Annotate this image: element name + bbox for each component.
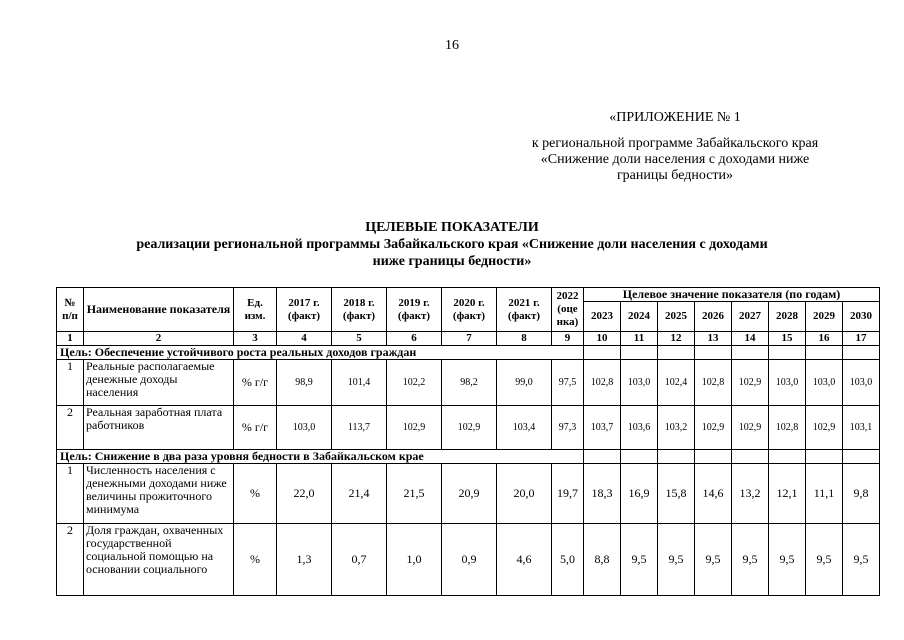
value-cell: 9,5 <box>843 524 880 596</box>
document-title-line-1: ЦЕЛЕВЫЕ ПОКАЗАТЕЛИ <box>365 220 539 235</box>
value-cell: 1,3 <box>277 524 332 596</box>
value-cell: 9,8 <box>843 464 880 524</box>
value-cell: 102,9 <box>442 406 497 450</box>
column-number: 10 <box>584 332 621 346</box>
column-number: 4 <box>277 332 332 346</box>
value-cell: 102,8 <box>695 360 732 406</box>
value-cell: 102,9 <box>806 406 843 450</box>
value-cell: 103,0 <box>277 406 332 450</box>
value-cell: 103,2 <box>658 406 695 450</box>
value-cell: 97,5 <box>552 360 584 406</box>
value-cell: 9,5 <box>695 524 732 596</box>
value-cell: 103,4 <box>497 406 552 450</box>
column-number: 3 <box>234 332 277 346</box>
indicator-name: Реальные располагаемые денежные доходы населения <box>84 360 234 406</box>
value-cell: 102,9 <box>732 360 769 406</box>
goal-row <box>57 346 880 360</box>
value-cell: 1,0 <box>387 524 442 596</box>
column-number: 1 <box>57 332 84 346</box>
indicator-unit: % г/г <box>234 360 277 406</box>
header-2017: 2017 г. (факт) <box>277 288 332 332</box>
header-name: Наименование показателя <box>84 288 234 332</box>
header-year: 2023 <box>584 302 621 332</box>
appendix-line-2: «Снижение доли населения с доходами ниже <box>540 152 810 167</box>
value-cell: 21,5 <box>387 464 442 524</box>
value-cell: 12,1 <box>769 464 806 524</box>
value-cell: 16,9 <box>621 464 658 524</box>
column-number: 5 <box>332 332 387 346</box>
value-cell: 4,6 <box>497 524 552 596</box>
document-title-line-2: реализации региональной программы Забайкальского края «Снижение доли населения с доходами <box>136 237 768 252</box>
value-cell: 102,8 <box>584 360 621 406</box>
table-row <box>57 406 880 450</box>
indicator-name: Численность населения с денежными доходами ниже величины прожиточного минимума <box>84 464 234 524</box>
header-year: 2026 <box>695 302 732 332</box>
header-2022: 2022 (оце нка) <box>552 288 584 332</box>
indicators-table <box>56 287 880 596</box>
value-cell: 103,1 <box>843 406 880 450</box>
value-cell: 113,7 <box>332 406 387 450</box>
value-cell: 103,0 <box>806 360 843 406</box>
column-number: 14 <box>732 332 769 346</box>
value-cell: 9,5 <box>658 524 695 596</box>
row-number: 2 <box>57 524 84 596</box>
row-number: 1 <box>57 464 84 524</box>
value-cell: 5,0 <box>552 524 584 596</box>
value-cell: 103,0 <box>621 360 658 406</box>
column-number: 16 <box>806 332 843 346</box>
header-unit: Ед. изм. <box>234 288 277 332</box>
indicator-unit: % <box>234 464 277 524</box>
value-cell: 97,3 <box>552 406 584 450</box>
goal-2-title: Цель: Снижение в два раза уровня бедности в Забайкальском крае <box>57 450 584 464</box>
header-year: 2030 <box>843 302 880 332</box>
header-2020: 2020 г. (факт) <box>442 288 497 332</box>
value-cell: 102,9 <box>695 406 732 450</box>
value-cell: 101,4 <box>332 360 387 406</box>
header-no: № п/п <box>57 288 84 332</box>
value-cell: 21,4 <box>332 464 387 524</box>
column-number: 13 <box>695 332 732 346</box>
column-number: 2 <box>84 332 234 346</box>
column-numbers-row <box>57 332 880 346</box>
column-number: 7 <box>442 332 497 346</box>
column-number: 6 <box>387 332 442 346</box>
value-cell: 102,2 <box>387 360 442 406</box>
header-2018: 2018 г. (факт) <box>332 288 387 332</box>
row-number: 1 <box>57 360 84 406</box>
value-cell: 9,5 <box>806 524 843 596</box>
document-title <box>60 219 844 270</box>
header-2021: 2021 г. (факт) <box>497 288 552 332</box>
header-2019: 2019 г. (факт) <box>387 288 442 332</box>
value-cell: 102,8 <box>769 406 806 450</box>
appendix-line-1: к региональной программе Забайкальского края <box>531 136 819 151</box>
value-cell: 102,4 <box>658 360 695 406</box>
indicator-unit: % г/г <box>234 406 277 450</box>
value-cell: 9,5 <box>621 524 658 596</box>
value-cell: 9,5 <box>732 524 769 596</box>
row-number: 2 <box>57 406 84 450</box>
header-year: 2027 <box>732 302 769 332</box>
appendix-title: «ПРИЛОЖЕНИЕ № 1 <box>609 110 741 125</box>
value-cell: 13,2 <box>732 464 769 524</box>
column-number: 9 <box>552 332 584 346</box>
indicator-unit: % <box>234 524 277 596</box>
header-year: 2024 <box>621 302 658 332</box>
value-cell: 22,0 <box>277 464 332 524</box>
value-cell: 103,0 <box>843 360 880 406</box>
goal-row <box>57 450 880 464</box>
value-cell: 103,7 <box>584 406 621 450</box>
goal-1-title: Цель: Обеспечение устойчивого роста реальных доходов граждан <box>57 346 584 360</box>
value-cell: 98,9 <box>277 360 332 406</box>
document-title-line-3: ниже границы бедности» <box>372 254 532 269</box>
table-row <box>57 464 880 524</box>
value-cell: 102,9 <box>732 406 769 450</box>
value-cell: 15,8 <box>658 464 695 524</box>
value-cell: 0,9 <box>442 524 497 596</box>
column-number: 17 <box>843 332 880 346</box>
header-target-group: Целевое значение показателя (по годам) <box>584 288 880 302</box>
column-number: 15 <box>769 332 806 346</box>
value-cell: 18,3 <box>584 464 621 524</box>
value-cell: 20,0 <box>497 464 552 524</box>
appendix-line-3: границы бедности» <box>616 168 734 183</box>
table-row <box>57 524 880 596</box>
value-cell: 8,8 <box>584 524 621 596</box>
value-cell: 102,9 <box>387 406 442 450</box>
value-cell: 98,2 <box>442 360 497 406</box>
column-number: 11 <box>621 332 658 346</box>
value-cell: 0,7 <box>332 524 387 596</box>
page-number: 16 <box>445 38 459 53</box>
column-number: 8 <box>497 332 552 346</box>
indicator-name: Доля граждан, охваченных государственной социальной помощью на основании социального <box>84 524 234 596</box>
value-cell: 99,0 <box>497 360 552 406</box>
column-number: 12 <box>658 332 695 346</box>
header-year: 2025 <box>658 302 695 332</box>
value-cell: 103,0 <box>769 360 806 406</box>
table-row <box>57 360 880 406</box>
value-cell: 103,6 <box>621 406 658 450</box>
header-year: 2029 <box>806 302 843 332</box>
value-cell: 9,5 <box>769 524 806 596</box>
value-cell: 14,6 <box>695 464 732 524</box>
value-cell: 11,1 <box>806 464 843 524</box>
header-year: 2028 <box>769 302 806 332</box>
value-cell: 20,9 <box>442 464 497 524</box>
indicator-name: Реальная заработная плата работников <box>84 406 234 450</box>
appendix-subtitle <box>520 136 830 184</box>
value-cell: 19,7 <box>552 464 584 524</box>
